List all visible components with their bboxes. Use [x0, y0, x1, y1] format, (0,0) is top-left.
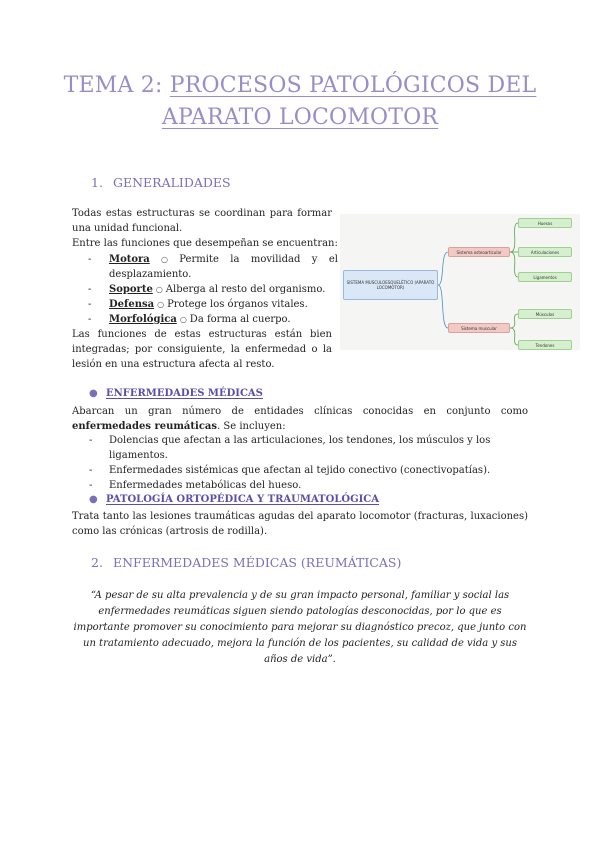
- diagram-leaf-ligamentos: Ligamentos: [518, 272, 572, 282]
- section-2-number: 2.: [91, 555, 103, 570]
- medicas-description: [72, 404, 528, 434]
- diagram-root-node: SISTEMA MUSCULOESQUELÉTICO (APARATO LOCOMOTOR): [343, 270, 438, 300]
- title-line-1: PROCESOS PATOLÓGICOS DEL: [169, 73, 537, 98]
- circle-bullet-icon: ○: [155, 285, 163, 294]
- list-item: - Enfermedades metabólicas del hueso.: [89, 480, 302, 491]
- section-1-number: 1.: [91, 175, 103, 190]
- diagram-leaf-tendones: Tendones: [518, 340, 572, 350]
- title-line-2: APARATO LOCOMOTOR: [161, 105, 439, 130]
- medicas-text-bold: enfermedades reumáticas: [72, 421, 218, 432]
- list-item-text: Enfermedades sistémicas que afectan al tejido conectivo (conectivopatías).: [109, 465, 491, 476]
- function-item: - Soporte ○ Alberga al resto del organismo.: [88, 284, 326, 295]
- section-1-title: GENERALIDADES: [112, 175, 231, 190]
- diagram-leaf-articulaciones: Articulaciones: [518, 247, 572, 257]
- diagram-node-muscular: Sistema muscular: [448, 323, 510, 333]
- page-title: [60, 70, 540, 134]
- medicas-heading-text: ENFERMEDADES MÉDICAS: [106, 388, 263, 399]
- function-desc: Alberga al resto del organismo.: [165, 284, 326, 295]
- function-desc: Permite la movilidad y el desplazamiento.: [109, 254, 339, 280]
- circle-bullet-icon: ○: [157, 300, 165, 309]
- section-1-intro: Todas estas estructuras se coordinan para formar una unidad funcional.: [72, 208, 332, 234]
- locomotor-system-diagram: [340, 214, 580, 350]
- function-term: Soporte: [109, 284, 153, 295]
- function-item: - Defensa ○ Protege los órganos vitales.: [88, 299, 308, 310]
- function-term: Morfológica: [109, 314, 177, 325]
- ortopedica-subheading: [89, 494, 379, 505]
- bullet-icon: ●: [89, 494, 98, 505]
- bullet-icon: ●: [89, 388, 98, 399]
- function-term: Motora: [109, 254, 150, 265]
- diagram-leaf-musculos: Músculos: [518, 309, 572, 319]
- section-1-closing: Las funciones de estas estructuras están bien integradas; por consiguiente, la enfermedad o la lesión en una estructura afecta al resto.: [72, 329, 332, 370]
- diagram-node-osteoarticular: Sistema osteoarticular: [448, 247, 510, 257]
- section-1-heading: [91, 175, 231, 190]
- list-item-text: Dolencias que afectan a las articulaciones, los tendones, los músculos y los ligamentos.: [109, 435, 491, 461]
- medicas-text-before: Abarcan un gran número de entidades clínicas conocidas en conjunto como: [72, 406, 528, 417]
- section-2-title: ENFERMEDADES MÉDICAS (REUMÁTICAS): [112, 555, 402, 570]
- function-desc: Da forma al cuerpo.: [189, 314, 291, 325]
- circle-bullet-icon: ○: [179, 315, 187, 324]
- ortopedica-description: Trata tanto las lesiones traumáticas agudas del aparato locomotor (fracturas, luxaciones) como las crónicas (artrosis de rodilla).: [72, 511, 528, 537]
- circle-bullet-icon: ○: [152, 255, 177, 264]
- section-1-lead: Entre las funciones que desempeñan se encuentran:: [72, 238, 338, 249]
- title-prefix: TEMA 2:: [63, 73, 170, 98]
- ortopedica-heading-text: PATOLOGÍA ORTOPÉDICA Y TRAUMATOLÓGICA: [106, 494, 380, 505]
- medicas-text-after: . Se incluyen:: [217, 421, 286, 432]
- section-2-quote: “A pesar de su alta prevalencia y de su gran impacto personal, familiar y social las enfermedades reumáticas siguen siendo patologías desconocidas, por lo que es importante promover su conocimiento para mejorar su diagnóstico precoz, que junto con un tratamiento adecuado, mejora la función de los pacientes, su calidad de vida y sus años de vida”.: [73, 590, 527, 665]
- medicas-subheading: [89, 388, 263, 399]
- list-item: - Enfermedades sistémicas que afectan al tejido conectivo (conectivopatías).: [89, 465, 491, 476]
- function-desc: Protege los órganos vitales.: [167, 299, 308, 310]
- function-item: - Motora ○ Permite la movilidad y el desplazamiento.: [88, 254, 339, 280]
- list-item: - Dolencias que afectan a las articulaciones, los tendones, los músculos y los ligamentos.: [89, 435, 491, 461]
- medicas-list: [89, 433, 529, 493]
- section-2-heading: [91, 555, 401, 570]
- function-term: Defensa: [109, 299, 155, 310]
- diagram-leaf-huesos: Huesos: [518, 218, 572, 228]
- functions-list: [88, 252, 338, 327]
- function-item: - Morfológica ○ Da forma al cuerpo.: [88, 314, 291, 325]
- list-item-text: Enfermedades metabólicas del hueso.: [109, 480, 302, 491]
